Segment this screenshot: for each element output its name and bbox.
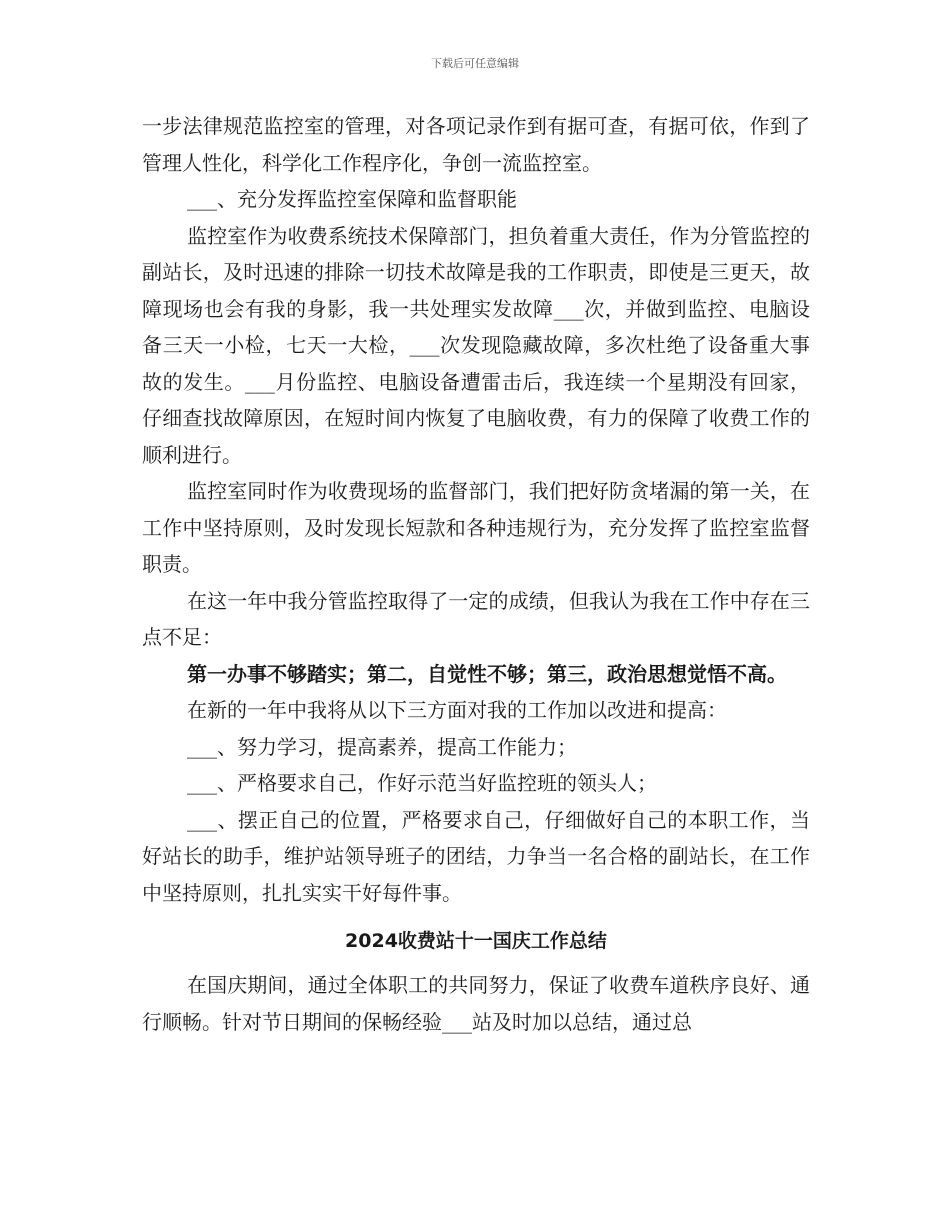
paragraph: 一步法律规范监控室的管理，对各项记录作到有据可查，有据可依，作到了管理人性化，科学化工作程序化，争创一流监控室。 — [142, 114, 810, 175]
section-heading: ___、充分发挥监控室保障和监督职能 — [187, 187, 517, 211]
document-title: 2024收费站十一国庆工作总结 — [345, 930, 607, 952]
page-header: 下载后可任意编辑 — [431, 57, 519, 70]
list-item: ___、摆正自己的位置，严格要求自己，仔细做好自己的本职工作，当好站长的助手，维护站领导班子的团结，力争当一名合格的副站长，在工作中坚持原则，扎扎实实干好每件事。 — [142, 807, 810, 905]
paragraph: 在这一年中我分管监控取得了一定的成绩，但我认为我在工作中存在三点不足： — [142, 588, 810, 649]
paragraph: 监控室作为收费系统技术保障部门，担负着重大责任，作为分管监控的副站长，及时迅速的排除一切技术故障是我的工作职责，即使是三更天，故障现场也会有我的身影，我一共处理实发故障___次，并做到监控、电脑设备三天一小检，七天一大检，___次发现隐藏故障，多次杜绝了设备重大事故的发生。___月份监控、电脑设备遭雷击后，我连续一个星期没有回家，仔细查找故障原因，在短时间内恢复了电脑收费，有力的保障了收费工作的顺利进行。 — [142, 223, 810, 467]
list-item: ___、严格要求自己，作好示范当好监控班的领头人； — [187, 771, 657, 795]
paragraph: 在国庆期间，通过全体职工的共同努力，保证了收费车道秩序良好、通行顺畅。针对节日期间的保畅经验___站及时加以总结，通过总 — [142, 973, 810, 1034]
paragraph: 在新的一年中我将从以下三方面对我的工作加以改进和提高： — [187, 698, 727, 722]
bold-paragraph: 第一办事不够踏实；第二，自觉性不够；第三，政治思想觉悟不高。 — [187, 661, 787, 686]
document-body — [142, 108, 810, 1040]
paragraph: 监控室同时作为收费现场的监督部门，我们把好防贪堵漏的第一关，在工作中坚持原则，及时发现长短款和各种违规行为，充分发挥了监控室监督职责。 — [142, 479, 810, 576]
list-item: ___、努力学习，提高素养，提高工作能力； — [187, 734, 577, 759]
